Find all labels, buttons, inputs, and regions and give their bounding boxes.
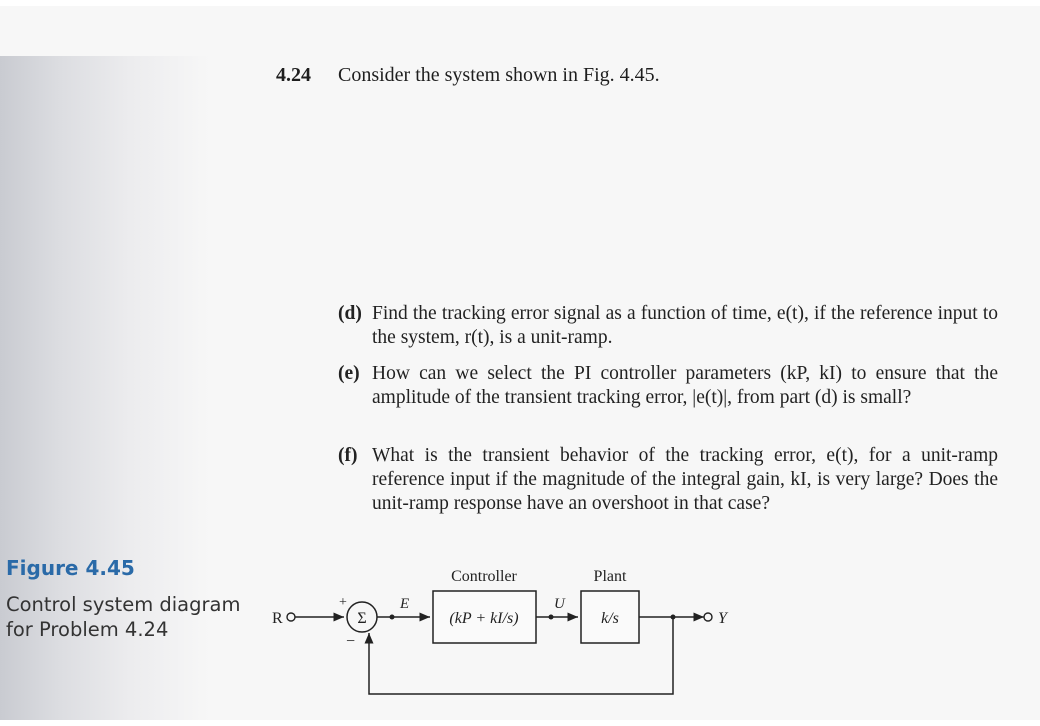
- controller-transfer-function: (kP + kI/s): [449, 610, 519, 627]
- input-terminal: [287, 613, 295, 621]
- part-text: Find the tracking error signal as a function of time, e(t), if the reference input to the system, r(t), is a unit-ramp.: [372, 303, 998, 348]
- problem-statement: Consider the system shown in Fig. 4.45.: [338, 64, 660, 86]
- part-label: (f): [338, 445, 358, 466]
- control-label: U: [554, 596, 565, 612]
- part-text: What is the transient behavior of the tracking error, e(t), for a unit-ramp reference input if the magnitude of the integral gain, kI, is very large? Does the unit-ramp response have an overshoot in that case?: [372, 445, 998, 514]
- part-text: How can we select the PI controller parameters (kP, kI) to ensure that the amplitude of the transient tracking error, |e(t)|, from part (d) is small?: [372, 363, 998, 408]
- error-label: E: [400, 596, 410, 612]
- control-node: [549, 615, 554, 620]
- error-node: [390, 615, 395, 620]
- output-label: Y: [718, 610, 727, 627]
- minus-sign: −: [346, 633, 356, 650]
- plant-transfer-function: k/s: [601, 610, 619, 627]
- controller-title: Controller: [451, 568, 517, 585]
- output-terminal: [704, 613, 712, 621]
- plant-title: Plant: [593, 568, 627, 585]
- part-label: (e): [338, 363, 360, 384]
- figure-label: Figure 4.45: [6, 556, 135, 580]
- sum-symbol: Σ: [357, 610, 367, 627]
- figure-caption: Control system diagram for Problem 4.24: [6, 593, 241, 641]
- problem-number: 4.24: [276, 64, 311, 86]
- plus-sign: +: [339, 595, 347, 610]
- input-label: R: [272, 610, 283, 627]
- part-label: (d): [338, 303, 362, 324]
